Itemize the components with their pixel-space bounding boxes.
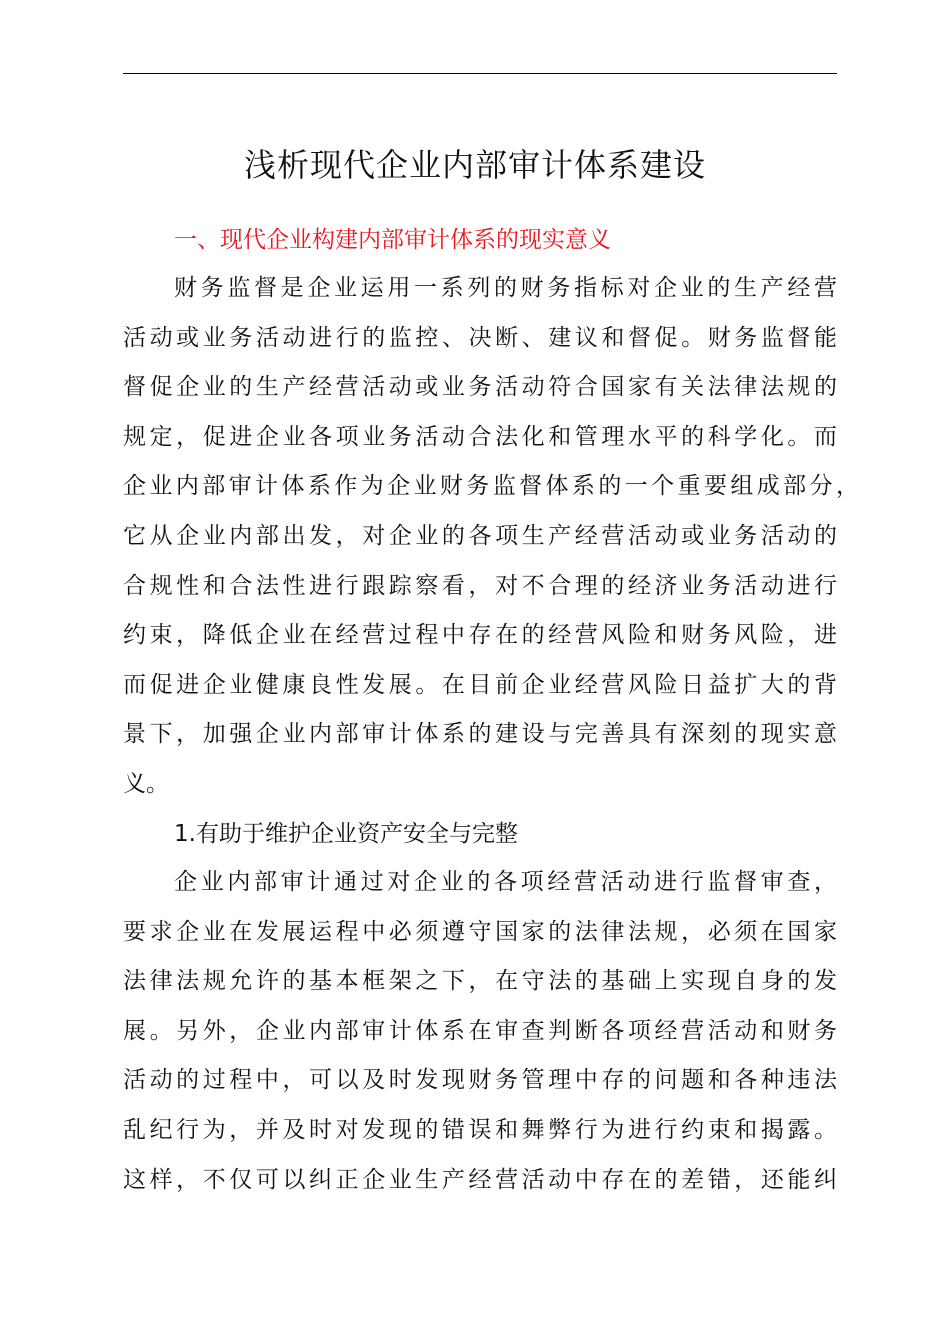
paragraph-line: 这样，不仅可以纠正企业生产经营活动中存在的差错，还能纠 bbox=[123, 1166, 837, 1193]
paragraph-line: 督促企业的生产经营活动或业务活动符合国家有关法律法规的 bbox=[123, 374, 837, 401]
paragraph-1 bbox=[123, 264, 859, 810]
page-title: 浅析现代企业内部审计体系建设 bbox=[243, 146, 706, 184]
paragraph-line: 活动的过程中，可以及时发现财务管理中存的问题和各种违法 bbox=[123, 1067, 837, 1094]
header-rule bbox=[123, 73, 837, 74]
paragraph-line: 企业内部审计通过对企业的各项经营活动进行监督审查， bbox=[174, 869, 837, 895]
paragraph-line: 它从企业内部出发，对企业的各项生产经营活动或业务活动的 bbox=[123, 522, 837, 549]
paragraph-line: 要求企业在发展运程中必须遵守国家的法律法规，必须在国家 bbox=[123, 918, 837, 945]
section-heading: 一、现代企业构建内部审计体系的现实意义 bbox=[174, 227, 611, 253]
paragraph-line: 而促进企业健康良性发展。在目前企业经营风险日益扩大的背 bbox=[123, 671, 837, 698]
paragraph-line: 景下，加强企业内部审计体系的建设与完善具有深刻的现实意 bbox=[123, 721, 837, 748]
paragraph-line: 义。 bbox=[123, 770, 169, 797]
paragraph-line: 法律法规允许的基本框架之下，在守法的基础上实现自身的发 bbox=[123, 968, 837, 995]
paragraph-line: 展。另外，企业内部审计体系在审查判断各项经营活动和财务 bbox=[123, 1017, 837, 1044]
paragraph-line: 约束，降低企业在经营过程中存在的经营风险和财务风险，进 bbox=[123, 622, 837, 649]
paragraph-line: 合规性和合法性进行跟踪察看，对不合理的经济业务活动进行 bbox=[123, 572, 837, 599]
paragraph-line: 企业内部审计体系作为企业财务监督体系的一个重要组成部分， bbox=[123, 473, 859, 500]
paragraph-2 bbox=[123, 858, 837, 1205]
subheading-1: 1.有助于维护企业资产安全与完整 bbox=[174, 821, 518, 847]
paragraph-line: 财务监督是企业运用一系列的财务指标对企业的生产经营 bbox=[174, 275, 837, 301]
paragraph-line: 乱纪行为，并及时对发现的错误和舞弊行为进行约束和揭露。 bbox=[123, 1116, 837, 1143]
paragraph-line: 规定，促进企业各项业务活动合法化和管理水平的科学化。而 bbox=[123, 423, 837, 450]
paragraph-line: 活动或业务活动进行的监控、决断、建议和督促。财务监督能 bbox=[123, 324, 837, 351]
